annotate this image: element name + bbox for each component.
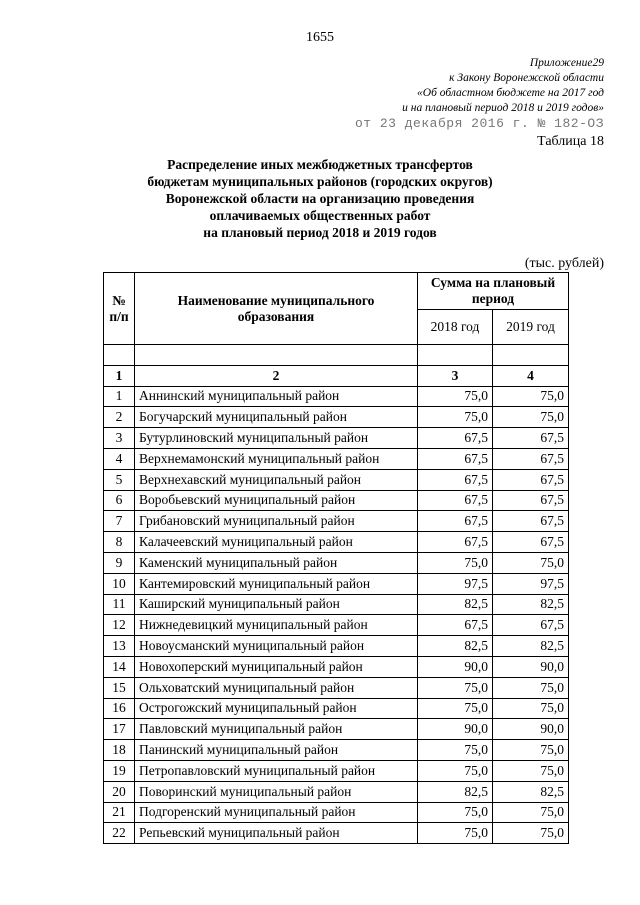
- value-2018: 75,0: [418, 698, 493, 719]
- appendix-line-3: «Об областном бюджете на 2017 год: [417, 87, 604, 99]
- page-number: 1655: [306, 30, 334, 45]
- value-2019: 82,5: [493, 781, 569, 802]
- municipality-name: Поворинский муниципальный район: [135, 781, 418, 802]
- value-2019: 67,5: [493, 428, 569, 449]
- table-row: [104, 407, 569, 428]
- row-number: 19: [104, 760, 135, 781]
- municipality-name: Подгоренский муниципальный район: [135, 802, 418, 823]
- table-row: [104, 386, 569, 407]
- value-2019: 67,5: [493, 448, 569, 469]
- table-row: [104, 636, 569, 657]
- appendix-line-4: и на плановый период 2018 и 2019 годов»: [402, 102, 604, 114]
- header-num: № п/п: [104, 273, 135, 345]
- table-label: Таблица 18: [537, 134, 604, 149]
- value-2018: 75,0: [418, 760, 493, 781]
- document-title: [40, 156, 600, 241]
- value-2019: 75,0: [493, 802, 569, 823]
- municipality-name: Каменский муниципальный район: [135, 552, 418, 573]
- appendix-note: [402, 56, 604, 116]
- row-number: 10: [104, 573, 135, 594]
- value-2018: 67,5: [418, 428, 493, 449]
- row-number: 3: [104, 428, 135, 449]
- row-number: 2: [104, 407, 135, 428]
- row-number: 13: [104, 636, 135, 657]
- table-row: [104, 511, 569, 532]
- municipality-name: Богучарский муниципальный район: [135, 407, 418, 428]
- value-2019: 90,0: [493, 656, 569, 677]
- row-number: 21: [104, 802, 135, 823]
- value-2019: 67,5: [493, 532, 569, 553]
- table-row: [104, 740, 569, 761]
- table-row: [104, 719, 569, 740]
- value-2019: 75,0: [493, 760, 569, 781]
- value-2019: 75,0: [493, 823, 569, 844]
- value-2019: 75,0: [493, 698, 569, 719]
- table-row: [104, 428, 569, 449]
- value-2018: 75,0: [418, 552, 493, 573]
- row-number: 4: [104, 448, 135, 469]
- table-row: [104, 615, 569, 636]
- value-2018: 97,5: [418, 573, 493, 594]
- municipality-name: Каширский муниципальный район: [135, 594, 418, 615]
- municipality-name: Острогожский муниципальный район: [135, 698, 418, 719]
- table-row: [104, 594, 569, 615]
- value-2019: 90,0: [493, 719, 569, 740]
- value-2019: 75,0: [493, 552, 569, 573]
- row-number: 18: [104, 740, 135, 761]
- value-2018: 75,0: [418, 823, 493, 844]
- value-2018: 82,5: [418, 594, 493, 615]
- value-2019: 82,5: [493, 594, 569, 615]
- row-number: 22: [104, 823, 135, 844]
- table-row: [104, 781, 569, 802]
- value-2018: 67,5: [418, 448, 493, 469]
- value-2018: 75,0: [418, 677, 493, 698]
- header-2019: 2019 год: [493, 310, 569, 345]
- value-2018: 90,0: [418, 719, 493, 740]
- column-index: 4: [493, 365, 569, 386]
- row-number: 8: [104, 532, 135, 553]
- row-number: 7: [104, 511, 135, 532]
- table-row: [104, 802, 569, 823]
- row-number: 20: [104, 781, 135, 802]
- value-2018: 82,5: [418, 781, 493, 802]
- row-number: 16: [104, 698, 135, 719]
- table-row: [104, 552, 569, 573]
- title-line: на плановый период 2018 и 2019 годов: [203, 225, 437, 240]
- municipality-name: Панинский муниципальный район: [135, 740, 418, 761]
- transfers-table: [103, 272, 569, 844]
- municipality-name: Ольховатский муниципальный район: [135, 677, 418, 698]
- row-number: 6: [104, 490, 135, 511]
- value-2018: 75,0: [418, 740, 493, 761]
- row-number: 12: [104, 615, 135, 636]
- municipality-name: Воробьевский муниципальный район: [135, 490, 418, 511]
- table-row: [104, 490, 569, 511]
- municipality-name: Новоусманский муниципальный район: [135, 636, 418, 657]
- appendix-line-1: Приложение29: [529, 57, 604, 69]
- date-stamp: от 23 декабря 2016 г. № 182-ОЗ: [354, 116, 604, 131]
- row-number: 15: [104, 677, 135, 698]
- value-2019: 75,0: [493, 407, 569, 428]
- value-2019: 82,5: [493, 636, 569, 657]
- value-2018: 75,0: [418, 386, 493, 407]
- value-2019: 75,0: [493, 740, 569, 761]
- municipality-name: Кантемировский муниципальный район: [135, 573, 418, 594]
- column-index: 3: [418, 365, 493, 386]
- title-line: бюджетам муниципальных районов (городских округов): [147, 174, 493, 189]
- column-index: 1: [104, 365, 135, 386]
- value-2018: 82,5: [418, 636, 493, 657]
- units-label: (тыс. рублей): [524, 256, 604, 271]
- value-2018: 67,5: [418, 615, 493, 636]
- value-2019: 75,0: [493, 677, 569, 698]
- value-2018: 75,0: [418, 802, 493, 823]
- title-line: оплачиваемых общественных работ: [209, 208, 431, 223]
- column-index: 2: [135, 365, 418, 386]
- row-number: 11: [104, 594, 135, 615]
- value-2019: 67,5: [493, 615, 569, 636]
- value-2018: 75,0: [418, 407, 493, 428]
- title-line: Распределение иных межбюджетных трансфертов: [167, 157, 473, 172]
- municipality-name: Калачеевский муниципальный район: [135, 532, 418, 553]
- value-2018: 67,5: [418, 532, 493, 553]
- municipality-name: Верхнемамонский муниципальный район: [135, 448, 418, 469]
- value-2019: 75,0: [493, 386, 569, 407]
- municipality-name: Аннинский муниципальный район: [135, 386, 418, 407]
- municipality-name: Новохоперский муниципальный район: [135, 656, 418, 677]
- value-2019: 67,5: [493, 469, 569, 490]
- appendix-line-2: к Закону Воронежской области: [449, 72, 604, 84]
- value-2018: 90,0: [418, 656, 493, 677]
- table-row: [104, 677, 569, 698]
- table-row: [104, 698, 569, 719]
- header-sum: Сумма на плановый период: [418, 273, 569, 310]
- municipality-name: Грибановский муниципальный район: [135, 511, 418, 532]
- table-row: [104, 532, 569, 553]
- row-number: 14: [104, 656, 135, 677]
- table-row: [104, 823, 569, 844]
- table-row: [104, 573, 569, 594]
- title-line: Воронежской области на организацию проведения: [165, 191, 475, 206]
- municipality-name: Петропавловский муниципальный район: [135, 760, 418, 781]
- table-row: [104, 760, 569, 781]
- value-2019: 67,5: [493, 490, 569, 511]
- row-number: 9: [104, 552, 135, 573]
- table-row: [104, 469, 569, 490]
- table-row: [104, 448, 569, 469]
- row-number: 1: [104, 386, 135, 407]
- header-name: Наименование муниципального образования: [135, 273, 418, 345]
- row-number: 5: [104, 469, 135, 490]
- value-2018: 67,5: [418, 511, 493, 532]
- table-row: [104, 656, 569, 677]
- municipality-name: Бутурлиновский муниципальный район: [135, 428, 418, 449]
- value-2019: 97,5: [493, 573, 569, 594]
- municipality-name: Верхнехавский муниципальный район: [135, 469, 418, 490]
- municipality-name: Нижнедевицкий муниципальный район: [135, 615, 418, 636]
- value-2019: 67,5: [493, 511, 569, 532]
- header-2018: 2018 год: [418, 310, 493, 345]
- row-number: 17: [104, 719, 135, 740]
- municipality-name: Репьевский муниципальный район: [135, 823, 418, 844]
- municipality-name: Павловский муниципальный район: [135, 719, 418, 740]
- value-2018: 67,5: [418, 469, 493, 490]
- value-2018: 67,5: [418, 490, 493, 511]
